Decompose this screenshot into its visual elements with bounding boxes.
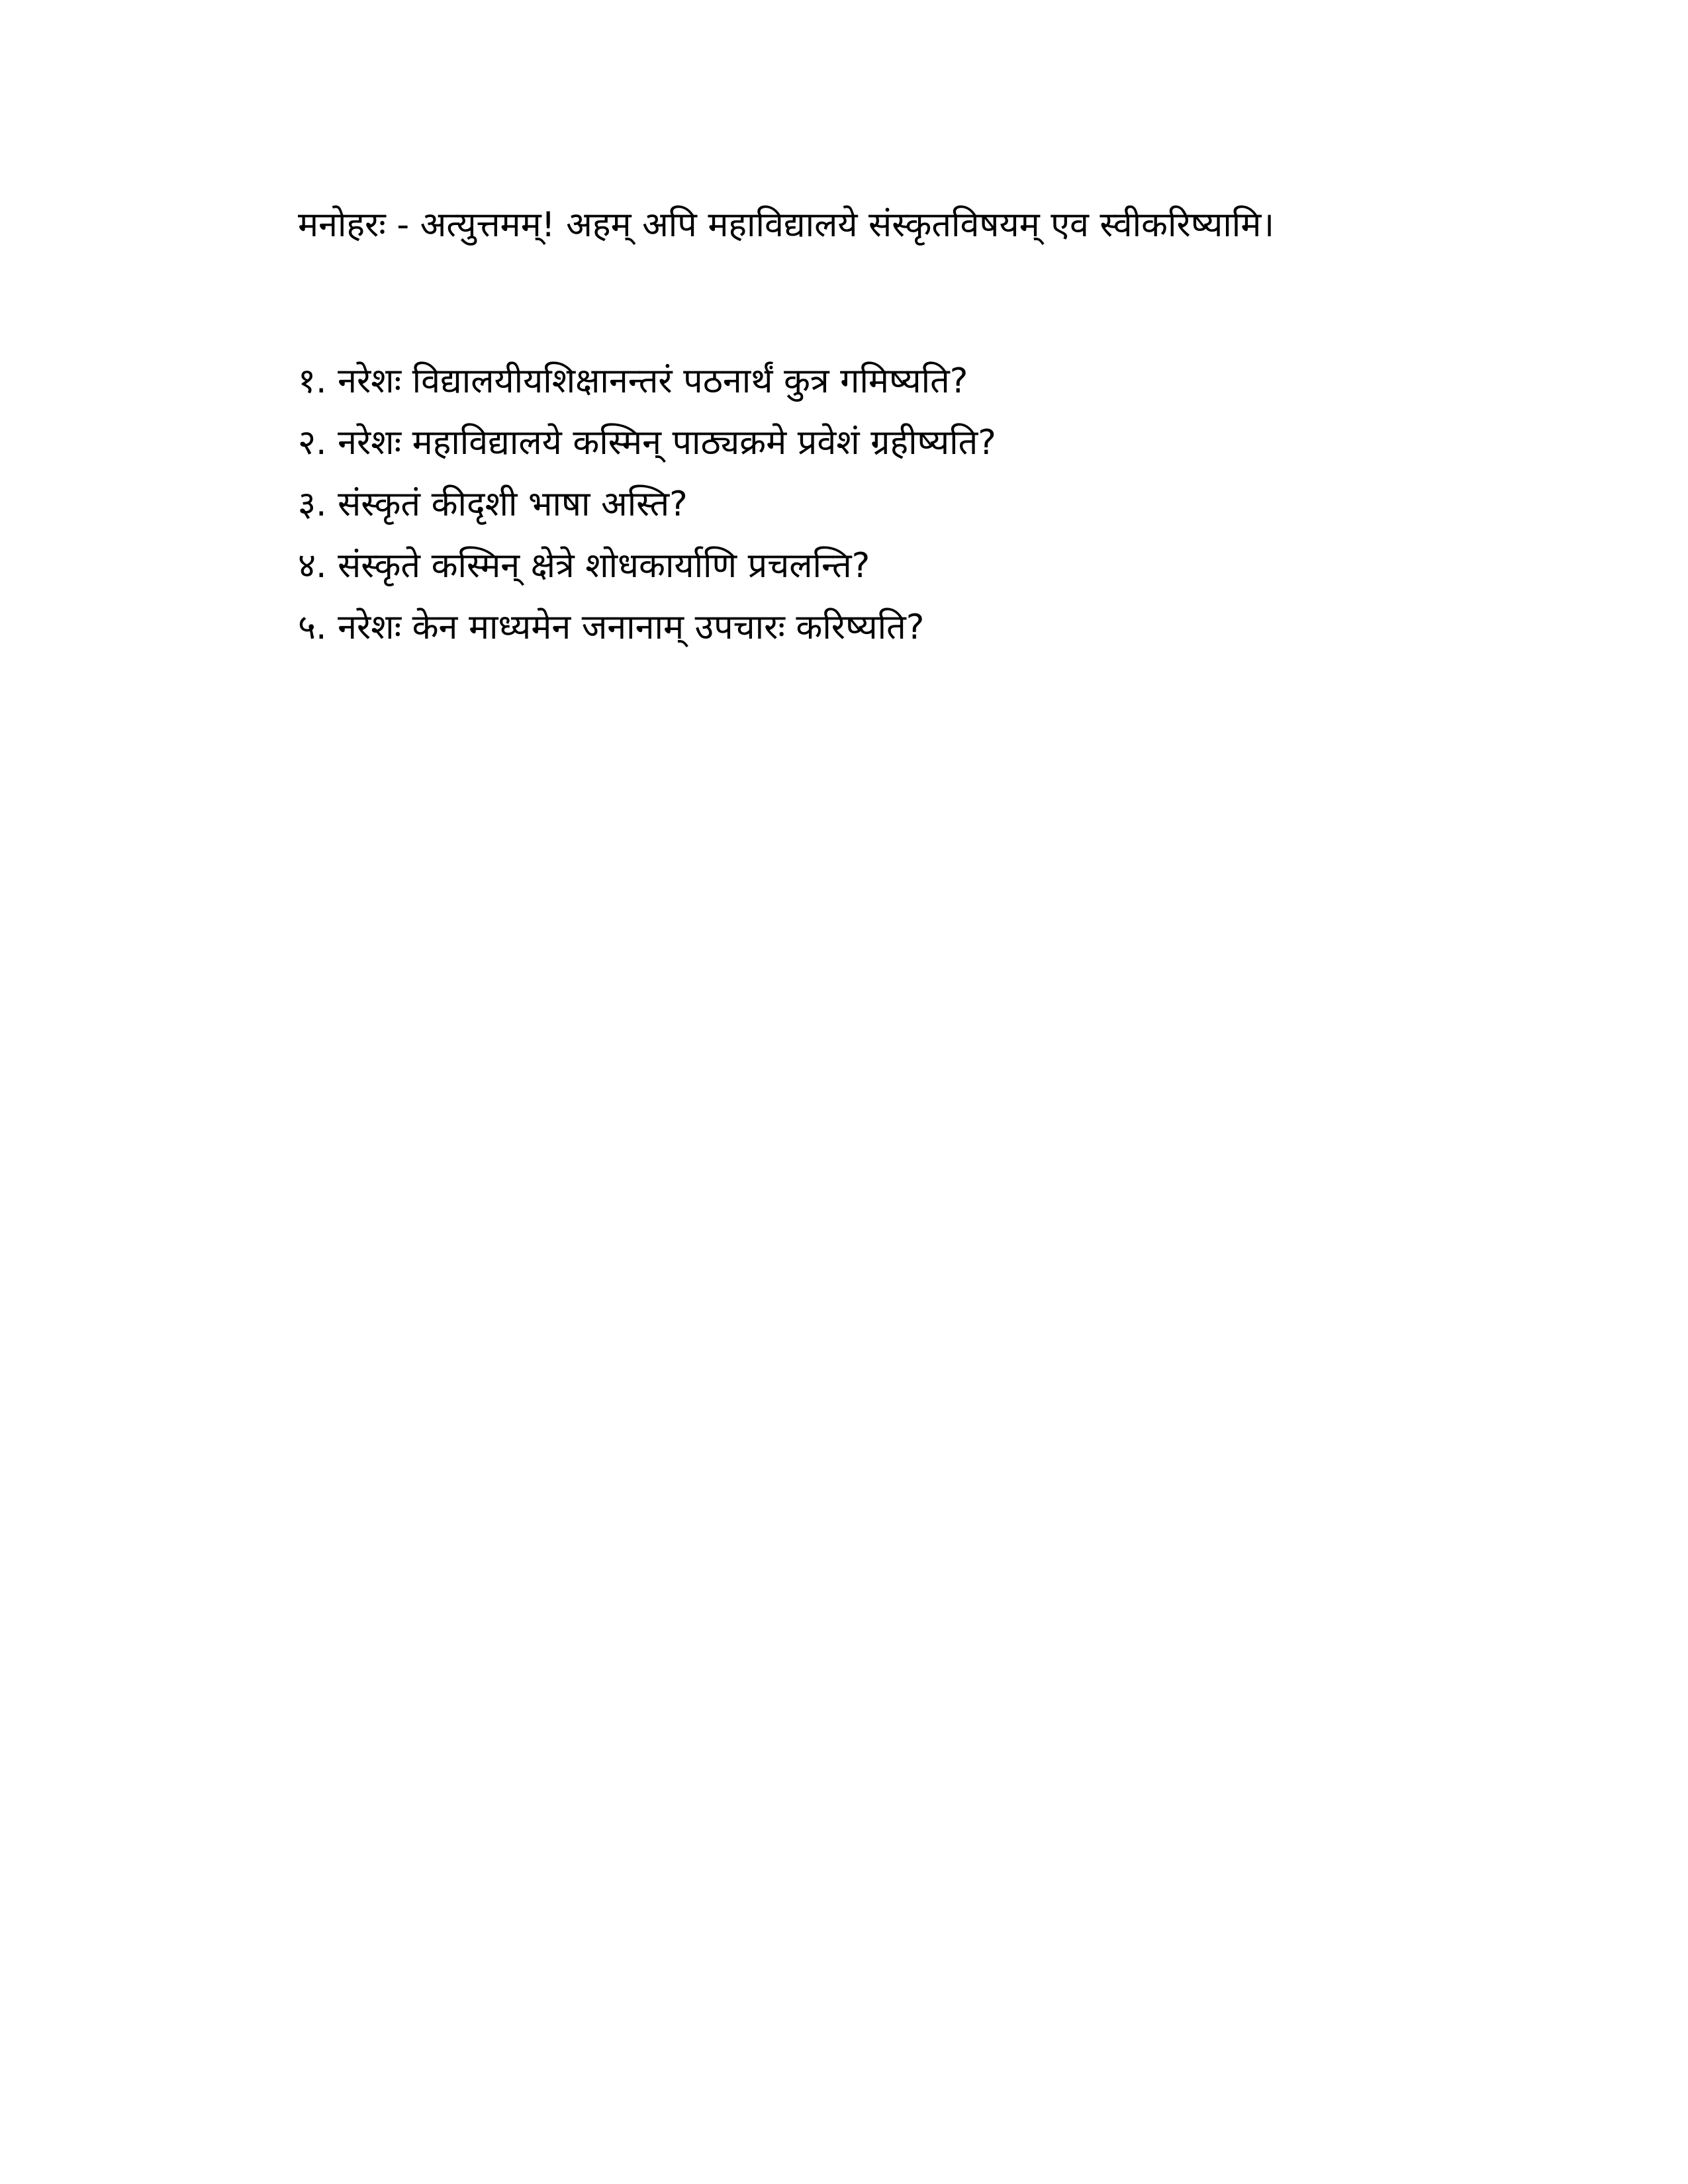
question-item: २. नरेशः महाविद्यालये कस्मिन् पाठ्यक्रमे प्रवेशं ग्रहीष्यति? [298, 423, 996, 463]
question-list [298, 351, 1489, 659]
question-item: ४. संस्कृते कस्मिन् क्षेत्रे शोधकार्याणि प्रचलन्ति? [298, 546, 870, 586]
question-item: ३. संस्कृतं कीदृशी भाषा अस्ति? [298, 484, 688, 524]
dialogue-paragraph: मनोहरः - अत्युत्तमम्! अहम् अपि महाविद्यालये संस्कृतविषयम् एव स्वीकरिष्यामि। [298, 205, 1275, 245]
question-item: १. नरेशः विद्यालयीयशिक्षानन्तरं पठनार्थं कुत्र गमिष्यति? [298, 361, 968, 401]
question-item: ५. नरेशः केन माध्यमेन जनानाम् उपचारः करिष्यति? [298, 608, 925, 647]
